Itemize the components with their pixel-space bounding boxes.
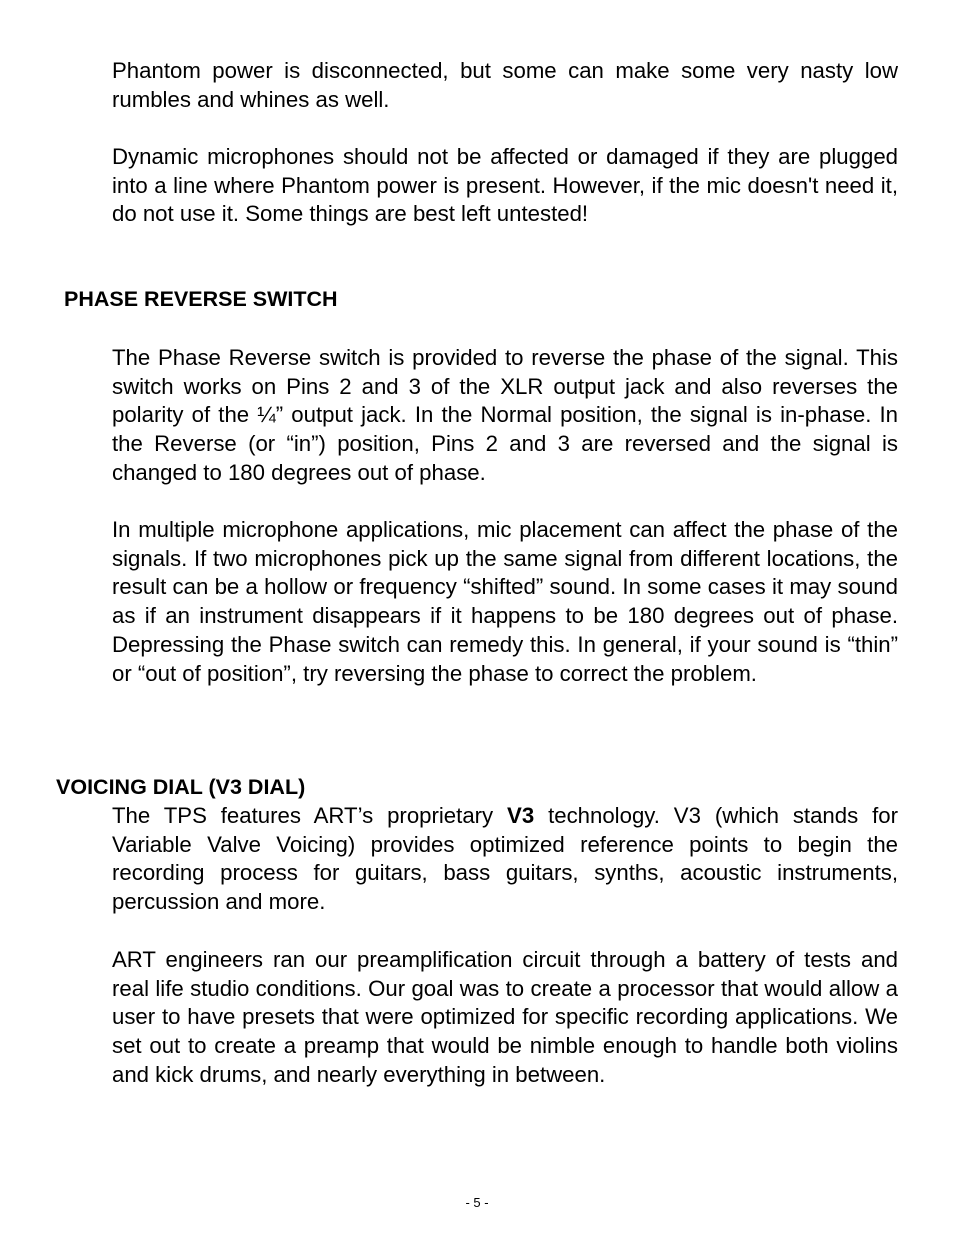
phase-reverse-paragraph-2: In multiple microphone applications, mic placement can affect the phase of the signals. If two microphones pick up the same signal from different locations, the result can be a hollow or frequency “shifted” sound. In some cases it may sound as if an instrument disappears if it happens to be 180 degrees out of phase. Depressing the Phase switch can remedy this. In general, if your sound is “thin” or “out of position”, try reversing the phase to correct the problem.	[112, 517, 898, 686]
voicing-dial-heading: VOICING DIAL (V3 DIAL)	[56, 775, 306, 799]
phase-reverse-paragraph-1: The Phase Reverse switch is provided to reverse the phase of the signal. This switch works on Pins 2 and 3 of the XLR output jack and also reverses the polarity of the ¼” output jack. In the Normal position, the signal is in-phase. In the Reverse (or “in”) position, Pins 2 and 3 are reversed and the signal is changed to 180 degrees out of phase.	[112, 345, 898, 485]
page-number: - 5 -	[465, 1195, 489, 1210]
dynamic-microphones-paragraph: Dynamic microphones should not be affected or damaged if they are plugged into a line where Phantom power is present. However, if the mic doesn't need it, do not use it. Some things are best left untested!	[112, 144, 898, 227]
voicing-dial-paragraph-2: ART engineers ran our preamplification circuit through a battery of tests and real life studio conditions. Our goal was to create a processor that would allow a user to have presets that were optimized for specific recording applications. We set out to create a preamp that would be nimble enough to handle both violins and kick drums, and nearly everything in between.	[112, 947, 898, 1087]
phantom-power-paragraph: Phantom power is disconnected, but some can make some very nasty low rumbles and whines as well.	[112, 58, 898, 112]
v3-bold-term: V3	[507, 803, 535, 828]
voicing-dial-paragraph-1	[112, 802, 898, 917]
voicing-text-end: technology. V3 (which stands for Variable Valve Voicing) provides optimized reference points to begin the recording process for guitars, bass guitars, synths, acoustic instruments, percussion and more.	[112, 803, 898, 915]
voicing-text-start: The TPS features ART’s proprietary	[112, 803, 508, 828]
phase-reverse-heading: PHASE REVERSE SWITCH	[64, 287, 338, 311]
